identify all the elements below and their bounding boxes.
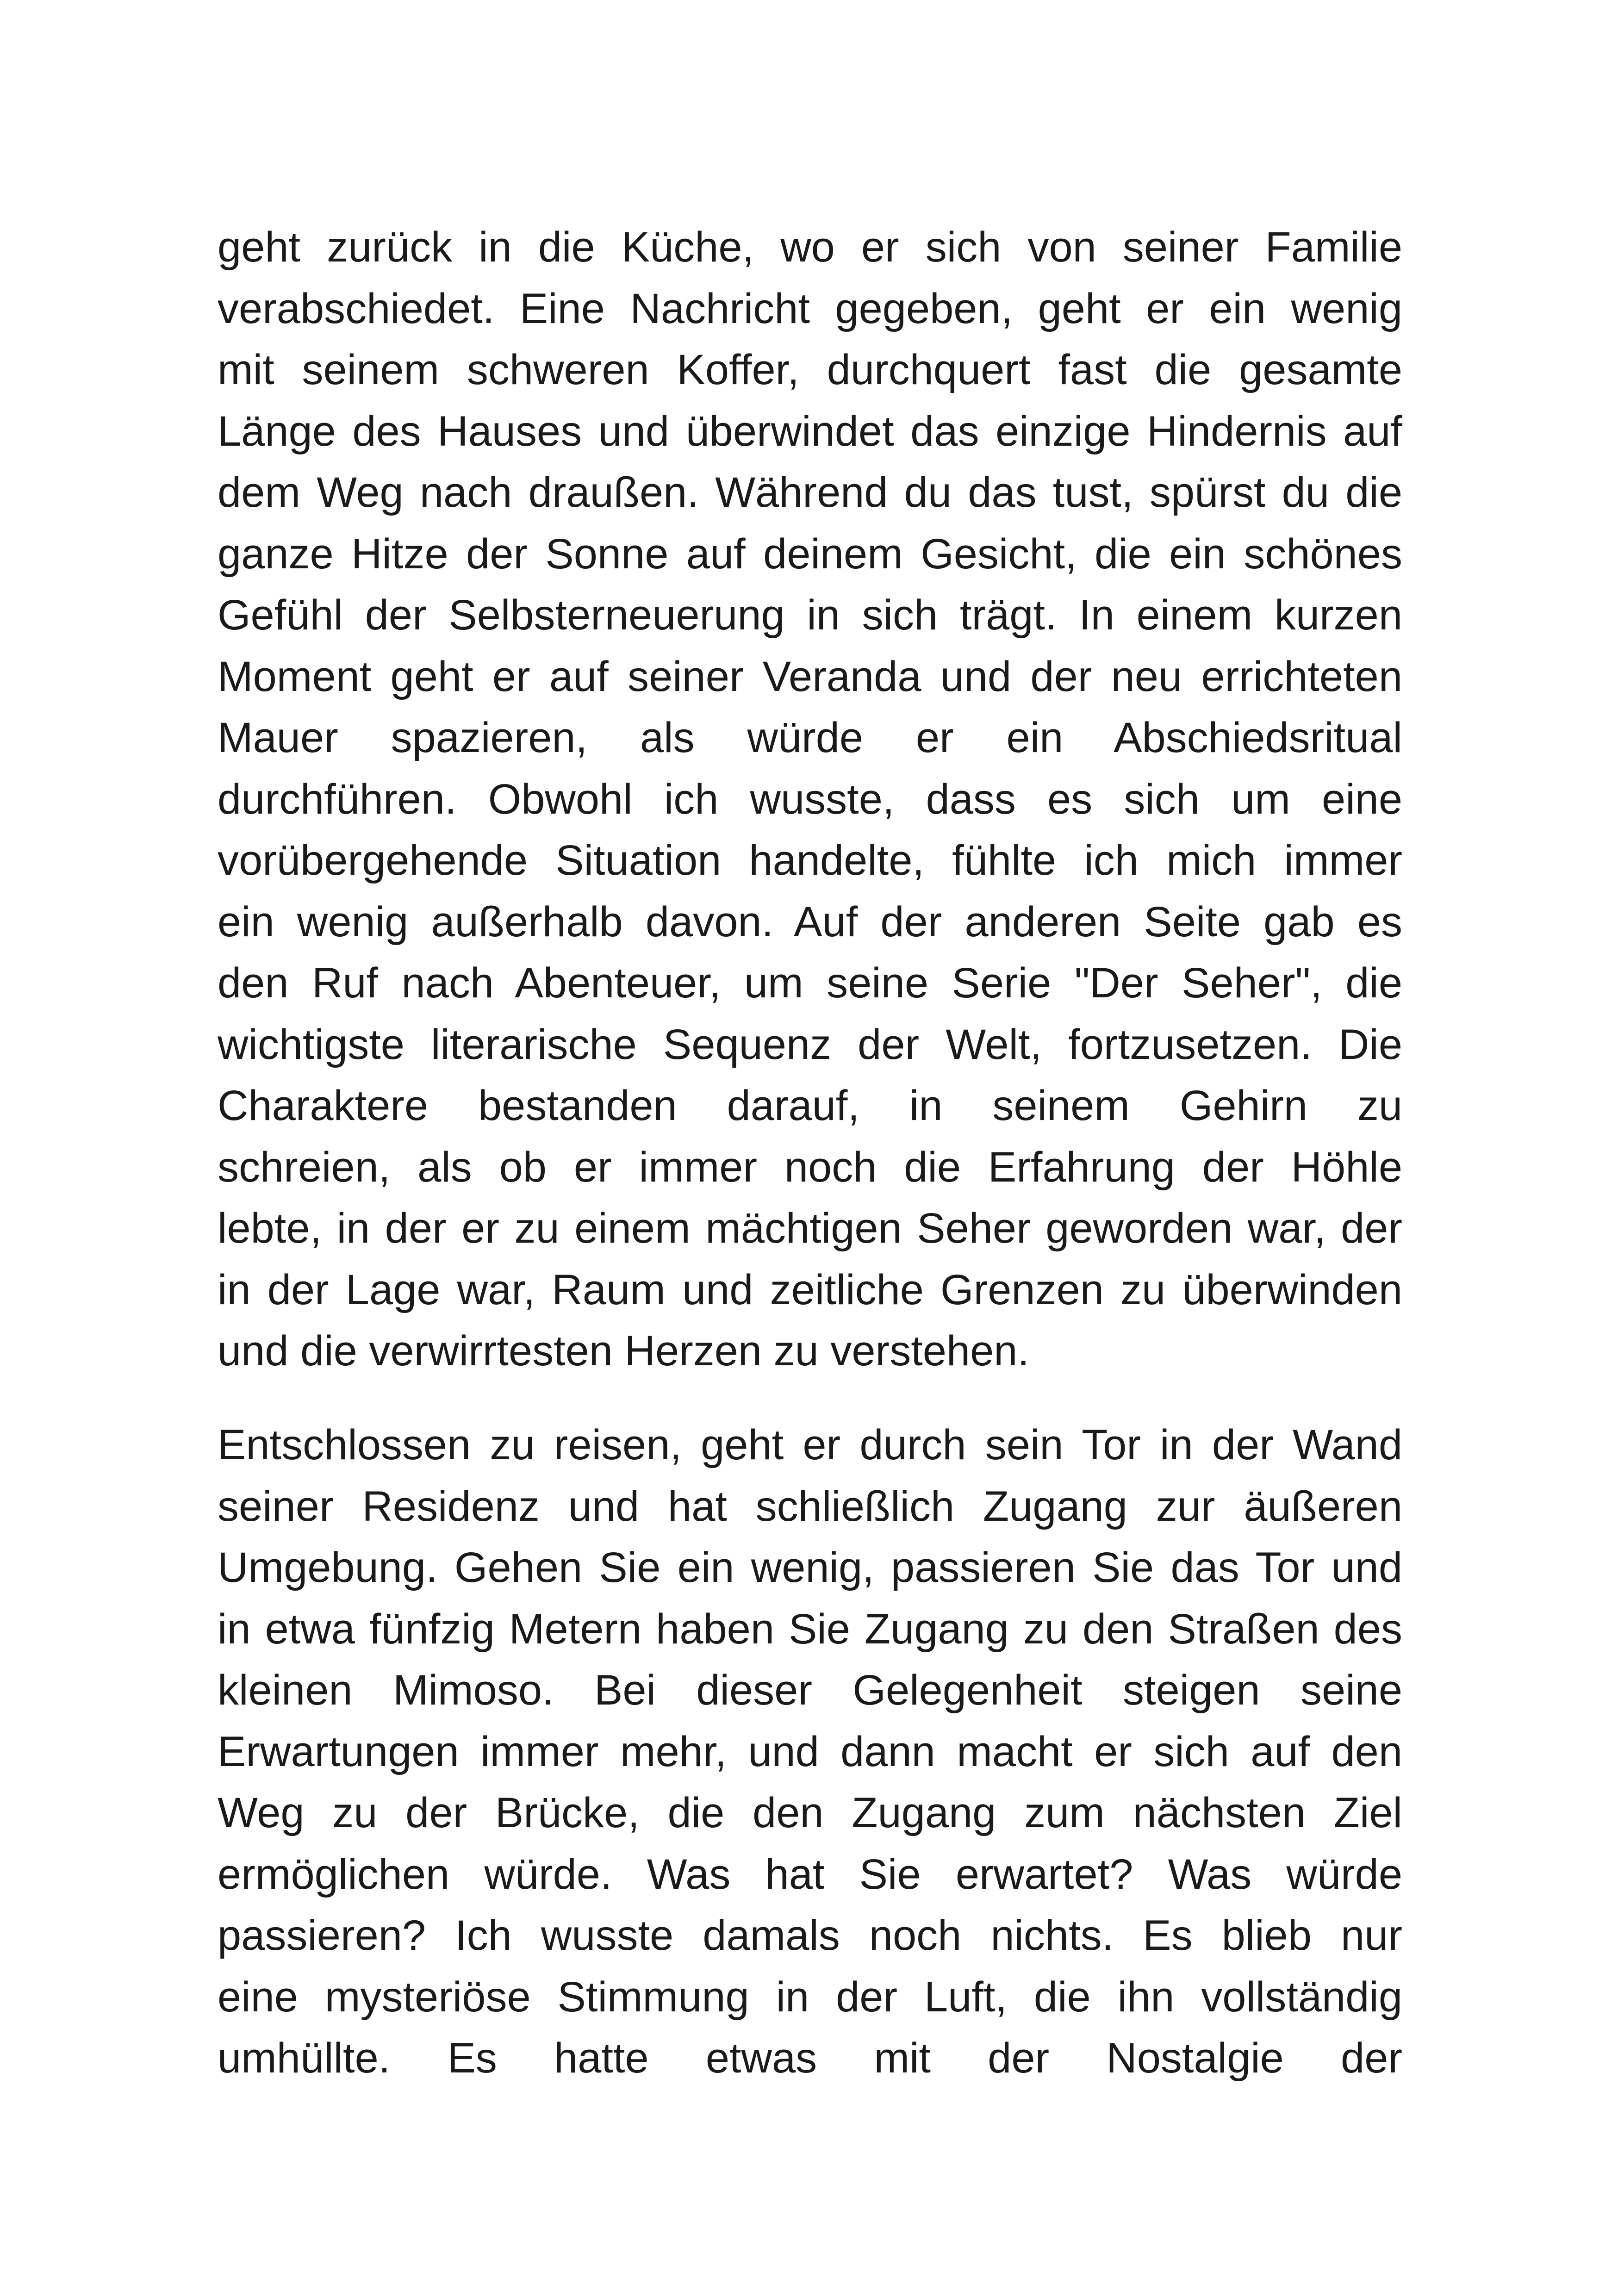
text-line: Mauer spazieren, als würde er ein Abschiedsritual: [218, 714, 1402, 761]
text-line: mit seinem schweren Koffer, durchquert fast die gesamte: [218, 346, 1402, 393]
text-line: passieren? Ich wusste damals noch nichts. Es blieb nur: [218, 1912, 1402, 1959]
text-line: in der Lage war, Raum und zeitliche Grenzen zu überwinden: [218, 1266, 1402, 1313]
text-line: ermöglichen würde. Was hat Sie erwartet? Was würde: [218, 1850, 1402, 1898]
text-line: Weg zu der Brücke, die den Zugang zum nächsten Ziel: [218, 1789, 1402, 1836]
text-line: Entschlossen zu reisen, geht er durch sein Tor in der Wand: [218, 1421, 1402, 1468]
paragraph-1: [218, 217, 1402, 1382]
text-line: umhüllte. Es hatte etwas mit der Nostalgie der: [218, 2035, 1402, 2082]
text-line: schreien, als ob er immer noch die Erfahrung der Höhle: [218, 1143, 1402, 1191]
text-line: kleinen Mimoso. Bei dieser Gelegenheit steigen seine: [218, 1667, 1402, 1714]
text-line: Länge des Hauses und überwindet das einzige Hindernis auf: [218, 407, 1402, 455]
text-line: Umgebung. Gehen Sie ein wenig, passieren Sie das Tor und: [218, 1544, 1402, 1591]
text-line: wichtigste literarische Sequenz der Welt, fortzusetzen. Die: [218, 1020, 1402, 1068]
text-line: geht zurück in die Küche, wo er sich von seiner Familie: [218, 224, 1402, 271]
text-line: und die verwirrtesten Herzen zu verstehen.: [218, 1327, 1029, 1375]
text-line: in etwa fünfzig Metern haben Sie Zugang zu den Straßen des: [218, 1605, 1402, 1653]
text-line: dem Weg nach draußen. Während du das tust, spürst du die: [218, 469, 1402, 516]
text-line: Erwartungen immer mehr, und dann macht er sich auf den: [218, 1728, 1402, 1775]
paragraph-2: [218, 1414, 1402, 2089]
text-line: seiner Residenz und hat schließlich Zugang zur äußeren: [218, 1482, 1402, 1530]
text-line: verabschiedet. Eine Nachricht gegeben, geht er ein wenig: [218, 285, 1402, 332]
text-line: Moment geht er auf seiner Veranda und der neu errichteten: [218, 653, 1402, 700]
text-line: lebte, in der er zu einem mächtigen Seher geworden war, der: [218, 1205, 1402, 1252]
text-line: den Ruf nach Abenteuer, um seine Serie "Der Seher", die: [218, 959, 1402, 1007]
text-line: durchführen. Obwohl ich wusste, dass es sich um eine: [218, 775, 1402, 823]
text-line: Gefühl der Selbsterneuerung in sich trägt. In einem kurzen: [218, 591, 1402, 639]
text-line: Charaktere bestanden darauf, in seinem Gehirn zu: [218, 1082, 1402, 1129]
text-line: ein wenig außerhalb davon. Auf der anderen Seite gab es: [218, 898, 1402, 946]
text-line: eine mysteriöse Stimmung in der Luft, die ihn vollständig: [218, 1973, 1402, 2021]
text-line: ganze Hitze der Sonne auf deinem Gesicht, die ein schönes: [218, 530, 1402, 578]
text-line: vorübergehende Situation handelte, fühlte ich mich immer: [218, 837, 1402, 884]
